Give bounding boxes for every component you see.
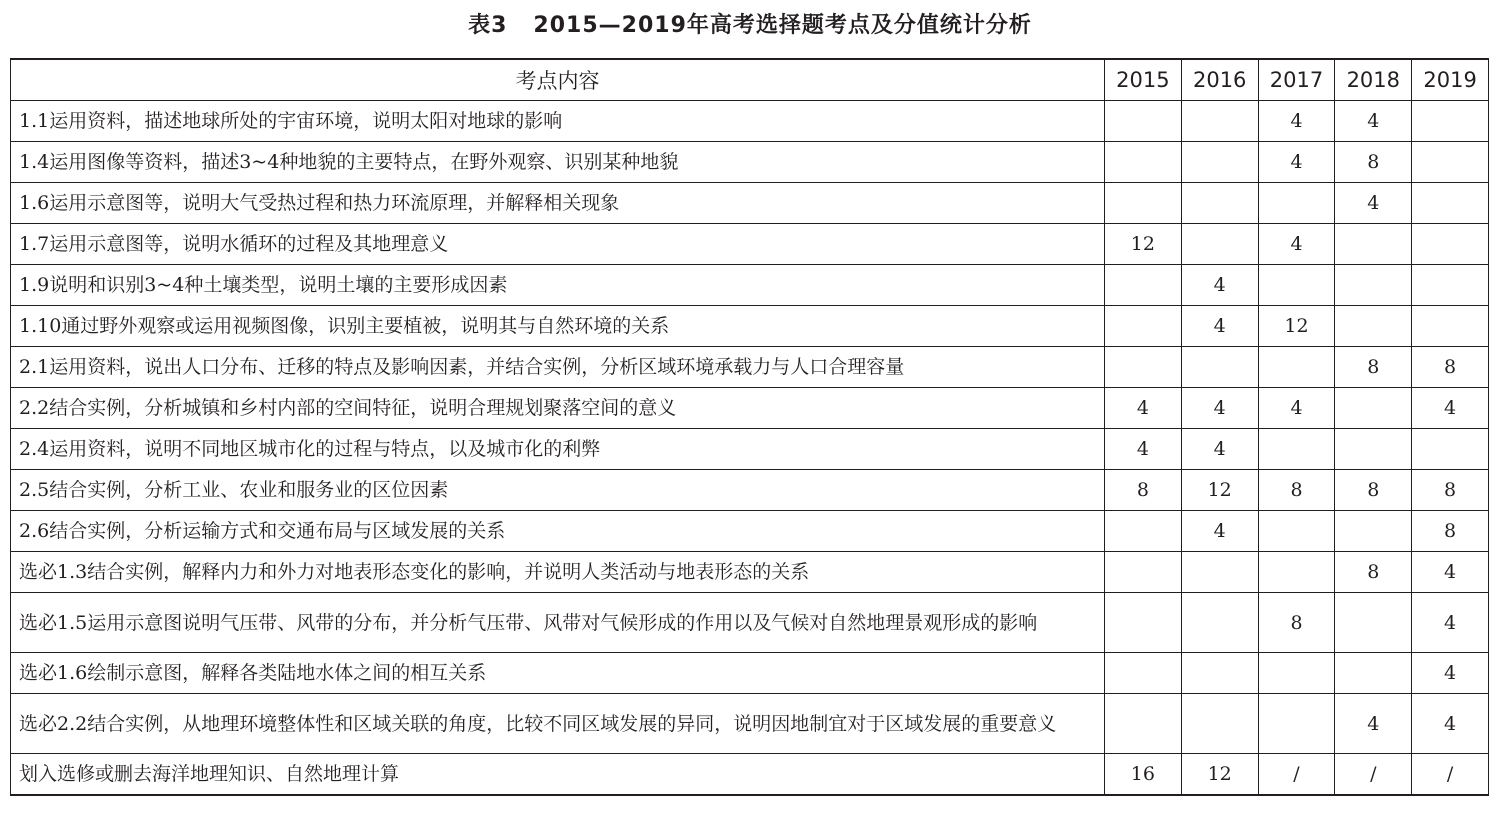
table-row <box>11 470 1489 511</box>
cell-score: 4 <box>1105 429 1182 470</box>
table-row <box>11 101 1489 142</box>
cell-score: 4 <box>1181 511 1258 552</box>
cell-score: 12 <box>1258 306 1335 347</box>
cell-content: 2.5结合实例，分析工业、农业和服务业的区位因素 <box>11 470 1105 511</box>
cell-score: 4 <box>1181 429 1258 470</box>
cell-score <box>1105 347 1182 388</box>
table-row <box>11 388 1489 429</box>
page-title: 表3 2015—2019年高考选择题考点及分值统计分析 <box>468 13 1032 38</box>
table-row <box>11 429 1489 470</box>
cell-score: 16 <box>1105 754 1182 796</box>
cell-score <box>1105 552 1182 593</box>
cell-score <box>1258 653 1335 694</box>
column-header-year: 2017 <box>1258 59 1335 101</box>
cell-score: 4 <box>1335 183 1412 224</box>
cell-score: 4 <box>1258 224 1335 265</box>
cell-score <box>1105 653 1182 694</box>
cell-score <box>1181 142 1258 183</box>
cell-score <box>1105 593 1182 653</box>
cell-score <box>1412 142 1489 183</box>
cell-score <box>1335 511 1412 552</box>
column-header-year: 2019 <box>1412 59 1489 101</box>
cell-content: 1.4运用图像等资料，描述3~4种地貌的主要特点，在野外观察、识别某种地貌 <box>11 142 1105 183</box>
cell-score <box>1258 429 1335 470</box>
cell-score: 8 <box>1335 142 1412 183</box>
cell-content: 划入选修或删去海洋地理知识、自然地理计算 <box>11 754 1105 796</box>
cell-score: 4 <box>1181 306 1258 347</box>
cell-score <box>1181 694 1258 754</box>
cell-score: 8 <box>1412 347 1489 388</box>
cell-score: 8 <box>1258 593 1335 653</box>
table-row <box>11 265 1489 306</box>
cell-score: 4 <box>1181 388 1258 429</box>
cell-content: 选必1.3结合实例，解释内力和外力对地表形态变化的影响，并说明人类活动与地表形态的关系 <box>11 552 1105 593</box>
cell-content: 1.10通过野外观察或运用视频图像，识别主要植被，说明其与自然环境的关系 <box>11 306 1105 347</box>
cell-score: / <box>1258 754 1335 796</box>
cell-score: 8 <box>1258 470 1335 511</box>
cell-score <box>1412 224 1489 265</box>
cell-score: 8 <box>1105 470 1182 511</box>
cell-score: 4 <box>1412 552 1489 593</box>
cell-content: 2.6结合实例，分析运输方式和交通布局与区域发展的关系 <box>11 511 1105 552</box>
cell-score <box>1105 183 1182 224</box>
cell-score: 4 <box>1412 653 1489 694</box>
cell-content: 1.7运用示意图等，说明水循环的过程及其地理意义 <box>11 224 1105 265</box>
cell-score: 8 <box>1335 552 1412 593</box>
cell-content: 2.4运用资料，说明不同地区城市化的过程与特点，以及城市化的利弊 <box>11 429 1105 470</box>
table-body <box>11 101 1489 796</box>
cell-score <box>1258 511 1335 552</box>
table-row <box>11 224 1489 265</box>
cell-score <box>1258 694 1335 754</box>
column-header-content: 考点内容 <box>11 59 1105 101</box>
cell-score <box>1412 265 1489 306</box>
cell-score <box>1105 694 1182 754</box>
table-row <box>11 142 1489 183</box>
cell-score <box>1181 101 1258 142</box>
cell-score: 4 <box>1335 101 1412 142</box>
cell-score: 4 <box>1412 694 1489 754</box>
column-header-year: 2015 <box>1105 59 1182 101</box>
cell-content: 2.2结合实例，分析城镇和乡村内部的空间特征，说明合理规划聚落空间的意义 <box>11 388 1105 429</box>
cell-score <box>1335 224 1412 265</box>
cell-content: 2.1运用资料，说出人口分布、迁移的特点及影响因素，并结合实例，分析区域环境承载力与人口合理容量 <box>11 347 1105 388</box>
table-row <box>11 306 1489 347</box>
table-row <box>11 511 1489 552</box>
cell-score <box>1105 511 1182 552</box>
cell-score <box>1258 347 1335 388</box>
cell-score <box>1105 265 1182 306</box>
cell-score <box>1258 183 1335 224</box>
cell-score <box>1412 183 1489 224</box>
cell-score: 4 <box>1412 388 1489 429</box>
cell-score: 12 <box>1181 754 1258 796</box>
cell-score <box>1335 306 1412 347</box>
table-row <box>11 754 1489 796</box>
column-header-year: 2016 <box>1181 59 1258 101</box>
cell-score <box>1412 429 1489 470</box>
cell-content: 1.9说明和识别3~4种土壤类型，说明土壤的主要形成因素 <box>11 265 1105 306</box>
cell-score: / <box>1335 754 1412 796</box>
cell-score <box>1412 101 1489 142</box>
cell-score: 8 <box>1412 511 1489 552</box>
cell-score <box>1181 183 1258 224</box>
cell-score: 12 <box>1181 470 1258 511</box>
cell-score <box>1335 265 1412 306</box>
cell-score: 8 <box>1335 470 1412 511</box>
cell-score <box>1105 101 1182 142</box>
table-row <box>11 347 1489 388</box>
cell-content: 1.6运用示意图等，说明大气受热过程和热力环流原理，并解释相关现象 <box>11 183 1105 224</box>
cell-score: 4 <box>1258 142 1335 183</box>
column-header-year: 2018 <box>1335 59 1412 101</box>
cell-score <box>1335 653 1412 694</box>
table-row <box>11 552 1489 593</box>
cell-score <box>1105 306 1182 347</box>
cell-score <box>1258 552 1335 593</box>
exam-points-table <box>10 58 1489 796</box>
cell-content: 1.1运用资料，描述地球所处的宇宙环境，说明太阳对地球的影响 <box>11 101 1105 142</box>
cell-score: 4 <box>1412 593 1489 653</box>
cell-score <box>1258 265 1335 306</box>
cell-score: 4 <box>1105 388 1182 429</box>
cell-score: / <box>1412 754 1489 796</box>
cell-score <box>1181 347 1258 388</box>
cell-content: 选必1.6绘制示意图，解释各类陆地水体之间的相互关系 <box>11 653 1105 694</box>
cell-score: 12 <box>1105 224 1182 265</box>
cell-score <box>1412 306 1489 347</box>
cell-score <box>1105 142 1182 183</box>
cell-score: 8 <box>1335 347 1412 388</box>
table-row <box>11 653 1489 694</box>
cell-score: 4 <box>1258 101 1335 142</box>
table-row <box>11 694 1489 754</box>
table-row <box>11 593 1489 653</box>
cell-content: 选必1.5运用示意图说明气压带、风带的分布，并分析气压带、风带对气候形成的作用以及气候对自然地理景观形成的影响 <box>11 593 1105 653</box>
cell-score <box>1181 593 1258 653</box>
cell-score: 4 <box>1181 265 1258 306</box>
cell-score <box>1181 552 1258 593</box>
cell-score: 8 <box>1412 470 1489 511</box>
cell-score <box>1181 224 1258 265</box>
cell-score: 4 <box>1335 694 1412 754</box>
cell-score <box>1181 653 1258 694</box>
cell-score <box>1335 593 1412 653</box>
cell-content: 选必2.2结合实例，从地理环境整体性和区域关联的角度，比较不同区域发展的异同，说明因地制宜对于区域发展的重要意义 <box>11 694 1105 754</box>
table-row <box>11 183 1489 224</box>
cell-score <box>1335 429 1412 470</box>
table-header-row <box>11 59 1489 101</box>
cell-score: 4 <box>1258 388 1335 429</box>
cell-score <box>1335 388 1412 429</box>
